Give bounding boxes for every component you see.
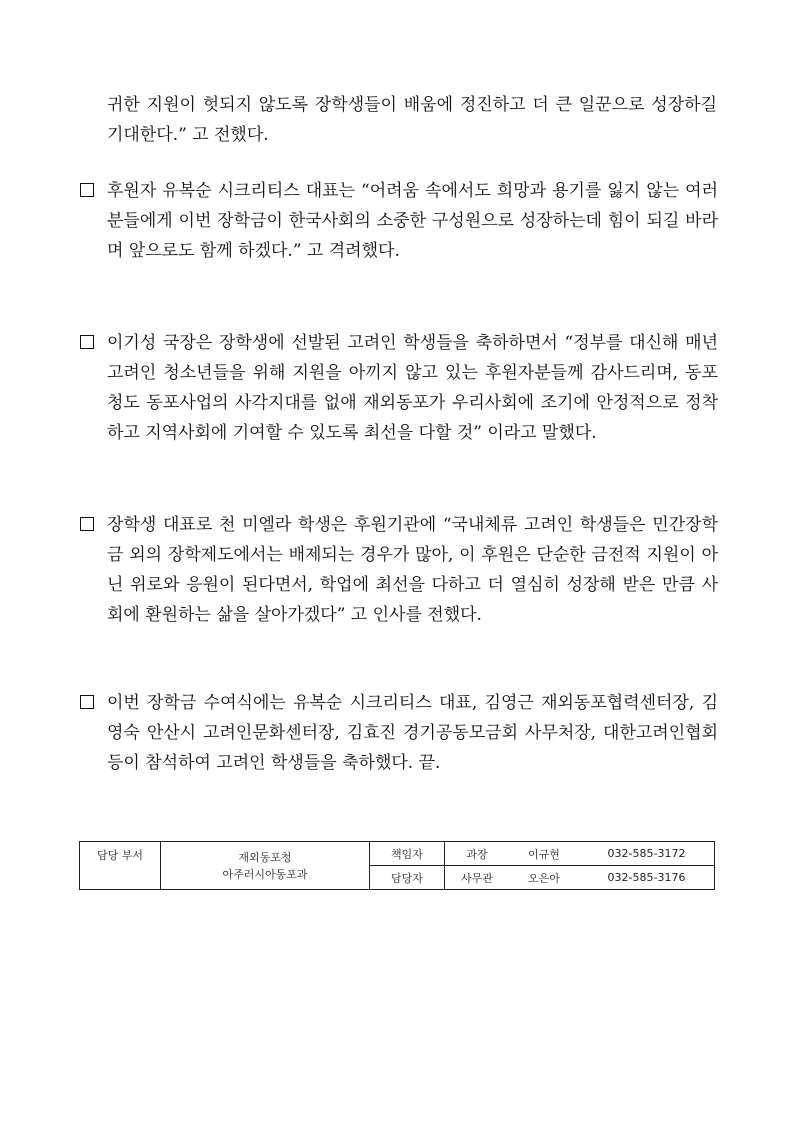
checkbox-bullet-icon [80,695,94,709]
contact-role: 책임자 [370,842,445,866]
paragraph-text: 장학생 대표로 천 미엘라 학생은 후원기관에 “국내체류 고려인 학생들은 민간장학금 외의 장학제도에서는 배제되는 경우가 많아, 이 후원은 단순한 금전적 지원이 아닌 위로와 응원이 된다면서, 학업에 최선을 다하고 더 열심히 성장해 받은 만큼 사회에 환원하는 삶을 살아가겠다” 고 인사를 전했다. [107,515,718,625]
contact-phone: 032-585-3172 [579,842,715,866]
contact-position: 사무관 [445,866,510,890]
contact-phone: 032-585-3176 [579,866,715,890]
contact-name: 오은아 [509,866,579,890]
continuation-text: 귀한 지원이 헛되지 않도록 장학생들이 배움에 정진하고 더 큰 일꾼으로 성장하길 기대한다.” 고 전했다. [107,95,717,145]
paragraph-student-rep [80,510,718,630]
checkbox-bullet-icon [80,183,94,197]
paragraph-text: 이기성 국장은 장학생에 선발된 고려인 학생들을 축하하면서 “정부를 대신해 매년 고려인 청소년들을 위해 지원을 아끼지 않고 있는 후원자분들께 감사드리며, 동포청도 동포사업의 사각지대를 없애 재외동포가 우리사회에 조기에 안정적으로 정착하고 지역사회에 기여할 수 있도록 최선을 다할 것” 이라고 말했다. [107,333,718,443]
department-name: 재외동포청 [238,850,292,864]
paragraph-text: 이번 장학금 수여식에는 유복순 시크리티스 대표, 김영근 재외동포협력센터장, 김영숙 안산시 고려인문화센터장, 김효진 경기공동모금회 사무처장, 대한고려인협회 등이 참석하여 고려인 학생들을 축하했다. 끝. [107,693,718,773]
contact-row-responsible [80,842,715,866]
checkbox-bullet-icon [80,335,94,349]
contact-label: 담당 부서 [80,842,161,890]
paragraph-text: 후원자 유복순 시크리티스 대표는 “어려움 속에서도 희망과 용기를 잃지 않는 여러분들에게 이번 장학금이 한국사회의 소중한 구성원으로 성장하는데 힘이 되길 바라며 앞으로도 함께 하겠다.” 고 격려했다. [107,181,718,261]
contact-department [161,842,370,890]
contact-position: 과장 [445,842,510,866]
contact-role: 담당자 [370,866,445,890]
paragraph-attendees [80,688,718,778]
paragraph-sponsor [80,176,718,266]
contact-table [79,841,715,890]
contact-name: 이규현 [509,842,579,866]
paragraph-director [80,328,718,448]
checkbox-bullet-icon [80,517,94,531]
division-name: 아주러시아동포과 [222,867,308,881]
